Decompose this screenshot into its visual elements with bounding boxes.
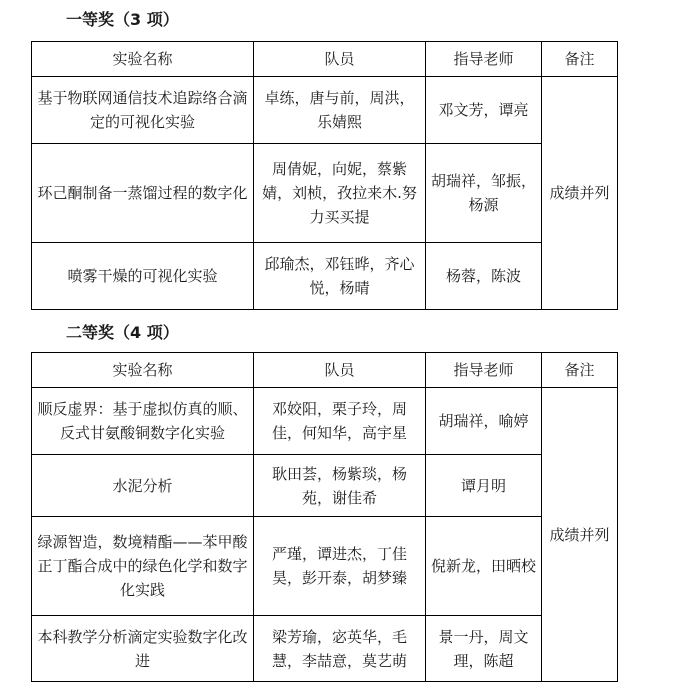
remark-cell: 成绩并列 xyxy=(542,388,618,682)
header-members: 队员 xyxy=(254,42,426,77)
header-advisors: 指导老师 xyxy=(426,42,542,77)
first-prize-title: 一等奖（3 项） xyxy=(66,10,179,29)
experiment-name: 水泥分析 xyxy=(32,455,254,517)
experiment-name: 基于物联网通信技术追踪络合滴定的可视化实验 xyxy=(32,77,254,144)
advisors: 杨蓉，陈波 xyxy=(426,243,542,310)
advisors: 倪新龙，田晒校 xyxy=(426,517,542,616)
header-remark: 备注 xyxy=(542,353,618,388)
experiment-name: 环己酮制备一蒸馏过程的数字化 xyxy=(32,144,254,243)
team-members: 卓练，唐与前，周洪，乐婧熙 xyxy=(254,77,426,144)
team-members: 周倩妮，向妮，蔡紫婧，刘桢，孜拉来木.努力买买提 xyxy=(254,144,426,243)
table-row xyxy=(32,517,618,616)
team-members: 邓姣阳，栗子玲，周佳，何知华，高宇星 xyxy=(254,388,426,455)
experiment-name: 顺反虚界：基于虚拟仿真的顺、反式甘氨酸铜数字化实验 xyxy=(32,388,254,455)
advisors: 邓文芳，谭亮 xyxy=(426,77,542,144)
table-row xyxy=(32,616,618,682)
table-header-row xyxy=(32,42,618,77)
experiment-name: 喷雾干燥的可视化实验 xyxy=(32,243,254,310)
team-members: 耿田荟，杨紫琰，杨苑，谢佳希 xyxy=(254,455,426,517)
table-row xyxy=(32,77,618,144)
second-prize-table xyxy=(31,352,618,682)
advisors: 胡瑞祥，喻婷 xyxy=(426,388,542,455)
first-prize-table xyxy=(31,41,618,310)
header-remark: 备注 xyxy=(542,42,618,77)
header-experiment-name: 实验名称 xyxy=(32,42,254,77)
table-row xyxy=(32,243,618,310)
advisors: 胡瑞祥，邹振，杨源 xyxy=(426,144,542,243)
experiment-name: 绿源智造，数境精酯——苯甲酸正丁酯合成中的绿色化学和数字化实践 xyxy=(32,517,254,616)
team-members: 严瑾，谭进杰，丁佳昊，彭开泰，胡梦臻 xyxy=(254,517,426,616)
remark-cell: 成绩并列 xyxy=(542,77,618,310)
header-experiment-name: 实验名称 xyxy=(32,353,254,388)
table-header-row xyxy=(32,353,618,388)
second-prize-title: 二等奖（4 项） xyxy=(66,323,179,342)
advisors: 景一丹，周文理，陈超 xyxy=(426,616,542,682)
team-members: 邱瑜杰，邓钰晔，齐心悦，杨晴 xyxy=(254,243,426,310)
advisors: 谭月明 xyxy=(426,455,542,517)
table-row xyxy=(32,144,618,243)
table-row xyxy=(32,455,618,517)
header-advisors: 指导老师 xyxy=(426,353,542,388)
table-row xyxy=(32,388,618,455)
team-members: 梁芳瑜，宓英华，毛慧，李喆意，莫艺萌 xyxy=(254,616,426,682)
experiment-name: 本科教学分析滴定实验数字化改进 xyxy=(32,616,254,682)
header-members: 队员 xyxy=(254,353,426,388)
